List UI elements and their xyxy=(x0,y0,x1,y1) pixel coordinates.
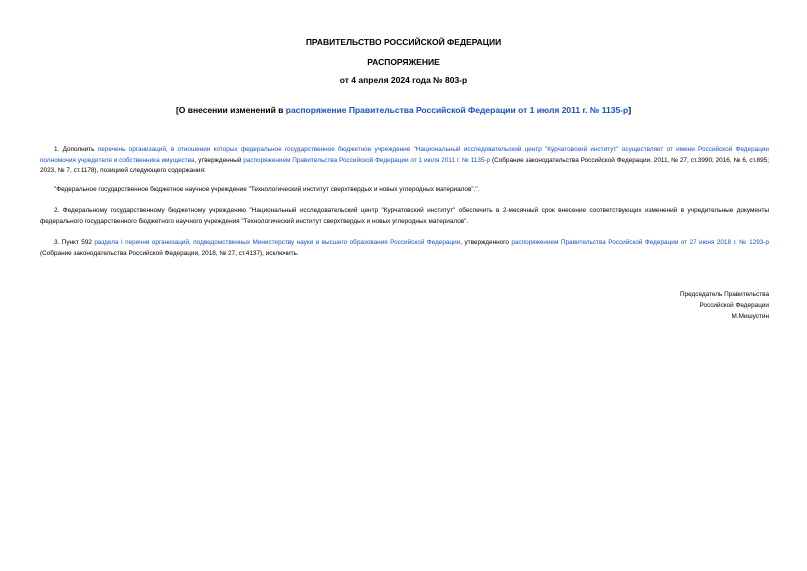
quoted-position: "Федеральное государственное бюджетное научное учреждение "Технологический институт сверхтвердых и новых углеродных материалов".". xyxy=(54,186,480,193)
paragraph-3 xyxy=(40,238,769,259)
paragraph-2: 2. Федеральному государственному бюджетному учреждению "Национальный исследовательский центр "Курчатовский институт" обеспечить в 2-месячный срок внесение соответствующих изменений в учредительные документы федерального государственного бюджетного научного учреждения "Технологический институт сверхтвердых и новых углеродных материалов". xyxy=(40,207,769,225)
link-order-1293[interactable]: распоряжением Правительства Российской Федерации от 27 июня 2018 г. № 1293-р xyxy=(511,239,769,246)
link-organizations-list[interactable]: перечень организаций, в отношении которых федеральное государственное бюджетное учреждение "Национальный исследовательский центр "Курчатовский институт" осуществляет от имени Российской Федерации полномочия учредителя и собственника имущества xyxy=(40,146,769,164)
paragraph-3-text-b: , утвержденного xyxy=(460,239,512,246)
title-link-order-1135[interactable]: распоряжение Правительства Российской Федерации от 1 июля 2011 г. № 1135-р xyxy=(285,105,629,115)
title-suffix: ] xyxy=(628,105,632,115)
paragraph-1-text-c: (Собрание законодательства Российской Федерации, 2011, № 27, ст.3990; 2016, № 6, ст.895; 2023, № 7, ст.1178), позицией следующего содержания: xyxy=(40,156,769,174)
paragraph-1-text-b: , утвержденный xyxy=(194,156,244,164)
paragraph-1 xyxy=(40,145,769,177)
signature-block xyxy=(680,289,769,322)
paragraph-3-text-a: 3. Пункт 592 xyxy=(54,239,95,246)
paragraph-1-text-a: 1. Дополнить xyxy=(54,146,98,153)
title-prefix: [О внесении изменений в xyxy=(175,105,286,115)
link-order-1135[interactable]: распоряжением Правительства Российской Федерации от 1 июля 2011 г. № 1135-р xyxy=(243,156,491,164)
link-section-1-list[interactable]: раздела I перечня организаций, подведомственных Министерству науки и высшего образования Российской Федерации xyxy=(94,239,461,246)
document-type-heading: РАСПОРЯЖЕНИЕ xyxy=(367,57,440,67)
signature-country: Российской Федерации xyxy=(699,302,769,309)
signature-name: М.Мишустин xyxy=(731,313,769,320)
issuer-heading: ПРАВИТЕЛЬСТВО РОССИЙСКОЙ ФЕДЕРАЦИИ xyxy=(305,37,502,47)
signature-position: Председатель Правительства xyxy=(680,291,769,298)
document-date-number: от 4 апреля 2024 года № 803-р xyxy=(339,75,468,85)
paragraph-3-text-c: (Собрание законодательства Российской Федерации, 2018, № 27, ст.4137), исключить. xyxy=(40,249,299,257)
document-title xyxy=(0,105,807,116)
